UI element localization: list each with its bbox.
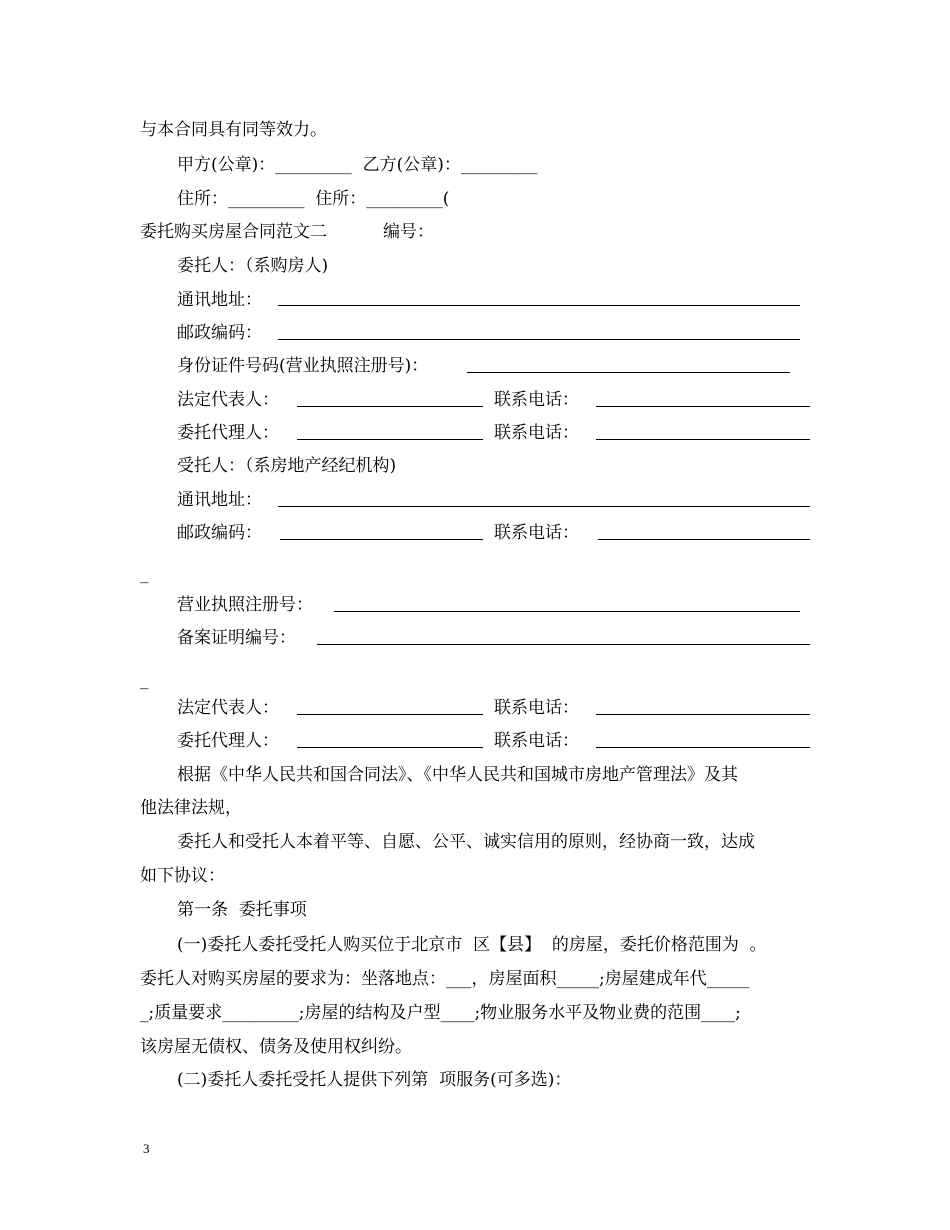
trustee-legal-rep-blank bbox=[297, 714, 483, 715]
trustee-agent-blank bbox=[297, 747, 483, 748]
client-legal-rep-label: 法定代表人： bbox=[177, 390, 279, 410]
trustee-legal-rep-phone-label: 联系电话： bbox=[494, 698, 579, 718]
trustee-postcode-blank bbox=[280, 539, 483, 540]
client-postcode-label: 邮政编码： bbox=[177, 323, 262, 343]
trustee-agent-phone-blank bbox=[596, 747, 810, 748]
trustee-phone-blank bbox=[598, 539, 810, 540]
client-agent-blank bbox=[297, 439, 483, 440]
trustee-phone-label: 联系电话： bbox=[494, 523, 579, 543]
paragraph-text: 该房屋无债权、债务及使用权纠纷。 bbox=[140, 1037, 412, 1057]
paragraph-text: (二)委托人委托受托人提供下列第 项服务(可多选)： bbox=[177, 1070, 572, 1090]
trustee-agent-phone-label: 联系电话： bbox=[494, 731, 579, 751]
client-id-blank bbox=[467, 372, 790, 373]
paragraph-text: (一)委托人委托受托人购买位于北京市 区【县】 的房屋，委托价格范围为 。 bbox=[177, 935, 767, 955]
text-line: 与本合同具有同等效力。 bbox=[140, 120, 327, 140]
filing-number-label: 备案证明编号： bbox=[177, 628, 296, 648]
paragraph-text: 委托人对购买房屋的要求为：坐落地点：___，房屋面积_____;房屋建成年代_____ bbox=[140, 969, 750, 989]
client-agent-phone-label: 联系电话： bbox=[494, 423, 579, 443]
party-seal-line: 甲方(公章)：_________ 乙方(公章)：_________ bbox=[177, 155, 538, 175]
client-id-label: 身份证件号码(营业执照注册号)： bbox=[177, 356, 429, 376]
trustee-label: 受托人：（系房地产经纪机构) bbox=[177, 456, 397, 476]
trustee-postcode-label: 邮政编码： bbox=[177, 523, 262, 543]
trustee-address-label: 通讯地址： bbox=[177, 490, 262, 510]
client-agent-phone-blank bbox=[596, 439, 810, 440]
trustee-agent-label: 委托代理人： bbox=[177, 731, 279, 751]
client-address-blank bbox=[278, 305, 800, 306]
article-heading: 第一条 委托事项 bbox=[177, 900, 307, 920]
license-number-blank bbox=[334, 611, 800, 612]
trustee-legal-rep-phone-blank bbox=[596, 714, 810, 715]
wrapped-underscore: _ bbox=[140, 670, 149, 690]
client-agent-label: 委托代理人： bbox=[177, 423, 279, 443]
wrapped-underscore: _ bbox=[140, 564, 149, 584]
paragraph-text: 他法律法规， bbox=[140, 798, 242, 818]
client-legal-rep-phone-label: 联系电话： bbox=[494, 390, 579, 410]
license-number-label: 营业执照注册号： bbox=[177, 595, 313, 615]
client-legal-rep-blank bbox=[297, 406, 483, 407]
client-address-label: 通讯地址： bbox=[177, 290, 262, 310]
client-postcode-blank bbox=[278, 339, 800, 340]
filing-number-blank bbox=[317, 644, 810, 645]
client-label: 委托人：（系购房人) bbox=[177, 256, 329, 276]
address-line: 住所：_________ 住所：_________( bbox=[177, 189, 450, 209]
contract-title: 委托购买房屋合同范文二 bbox=[140, 222, 327, 242]
paragraph-text: 委托人和受托人本着平等、自愿、公平、诚实信用的原则，经协商一致，达成 bbox=[177, 832, 755, 852]
paragraph-text: _;质量要求_________;房屋的结构及户型____;物业服务水平及物业费的范围____; bbox=[140, 1003, 741, 1023]
trustee-address-blank bbox=[278, 506, 810, 507]
paragraph-text: 根据《中华人民共和国合同法》、《中华人民共和国城市房地产管理法》及其 bbox=[177, 765, 738, 785]
paragraph-text: 如下协议： bbox=[140, 866, 225, 886]
page-number: 3 bbox=[143, 1141, 150, 1156]
client-legal-rep-phone-blank bbox=[596, 406, 810, 407]
trustee-legal-rep-label: 法定代表人： bbox=[177, 698, 279, 718]
contract-number-label: 编号： bbox=[383, 222, 434, 242]
